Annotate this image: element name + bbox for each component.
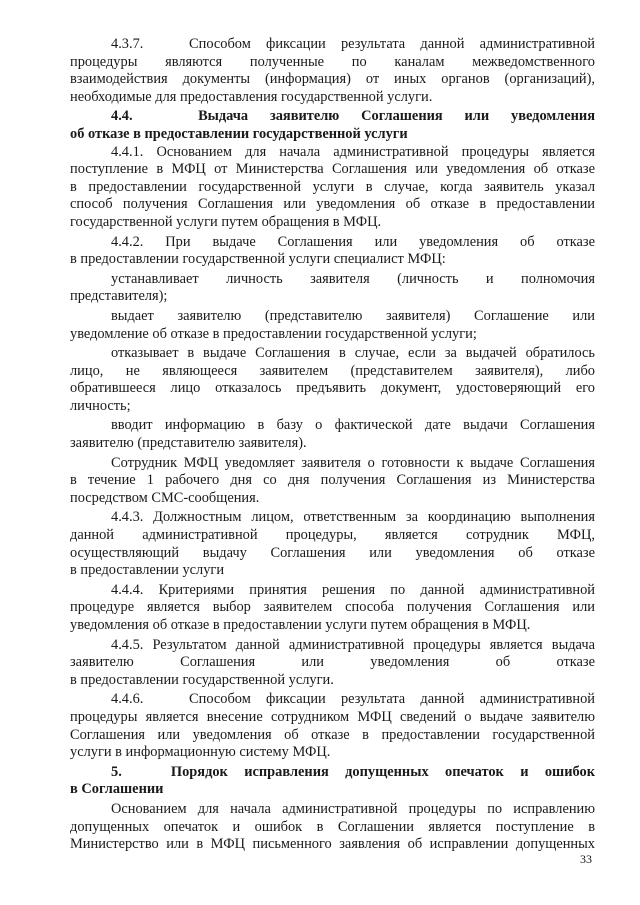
text-line: в предоставлении государственной услуги. (70, 671, 334, 688)
page-number: 33 (580, 852, 592, 866)
text-line: взаимодействия документы (информация) от иных органов (организаций), (70, 71, 595, 88)
text-line: осуществляющий выдачу Соглашения или уведомления об отказе (70, 544, 595, 561)
text-line: уведомление об отказе в предоставлении государственной услуги; (70, 325, 477, 342)
list-item-identify (70, 271, 595, 306)
text-line: обратившееся лицо отказалось предъявить документ, удостоверяющий его (70, 380, 595, 397)
text-line: государственной услуги путем обращения в МФЦ. (70, 213, 382, 230)
text-line: 4.4.2. При выдаче Соглашения или уведомления об отказе (111, 233, 595, 250)
text-line: в предоставлении государственной услуги в случае, когда заявитель указал (70, 178, 595, 195)
text-line: Соглашения или уведомления об отказе в предоставлении государственной (70, 726, 595, 743)
text-line: процедуре является выбор заявителем способа получения Соглашения или (70, 599, 595, 616)
text-line: в предоставлении услуги (70, 562, 225, 579)
paragraph-4-4-5 (70, 637, 595, 690)
text-line: допущенных опечаток и ошибок в Соглашении является поступление в (70, 818, 595, 835)
text-line: отказывает в выдаче Соглашения в случае, если за выдачей обратилось (111, 345, 595, 362)
text-line: заявителю (представителю заявителя). (70, 435, 307, 452)
text-line: процедуры являются полученные по каналам межведомственного (70, 53, 595, 70)
text-line: способ получения Соглашения или уведомления об отказе в предоставлении (70, 196, 595, 213)
text-line: выдает заявителю (представителю заявителя) Соглашение или (111, 307, 595, 324)
text-line: 4.4.3. Должностным лицом, ответственным за координацию выполнения (111, 509, 595, 526)
text-line: 4.4.1. Основанием для начала административной процедуры является (111, 143, 595, 160)
paragraph-4-4-2 (70, 234, 595, 269)
paragraph-4-4-6 (70, 691, 595, 761)
text-line: в течение 1 рабочего дня со дня получения Соглашения из Министерства (70, 472, 595, 489)
text-line: Сотрудник МФЦ уведомляет заявителя о готовности к выдаче Соглашения (111, 454, 595, 471)
list-item-record (70, 417, 595, 452)
text-line: данной административной процедуры, является сотрудник МФЦ, (70, 527, 595, 544)
text-line: об отказе в предоставлении государственной услуги (70, 125, 408, 142)
text-line: устанавливает личность заявителя (личность и полномочия (111, 270, 595, 287)
text-line: уведомления об отказе в предоставлении услуги путем обращения в МФЦ. (70, 617, 531, 633)
text-line: в Соглашении (70, 781, 164, 798)
text-line: Министерство или в МФЦ письменного заявления об исправлении допущенных (70, 836, 595, 853)
text-line: 4.4. Выдача заявителю Соглашения или уведомления (111, 108, 595, 125)
paragraph-4-4-1 (70, 144, 595, 232)
text-line: поступление в МФЦ от Министерства Соглашения или уведомления об отказе (70, 161, 595, 178)
text-line: в предоставлении государственной услуги специалист МФЦ: (70, 251, 446, 268)
text-line: заявителю Соглашения или уведомления об отказе (70, 654, 595, 671)
text-line: 4.3.7. Способом фиксации результата данной административной (111, 36, 595, 52)
paragraph-4-4-3 (70, 509, 595, 579)
paragraph-5-basis (70, 801, 595, 854)
text-line: 5. Порядок исправления допущенных опечаток и ошибок (111, 763, 595, 780)
paragraph-sms-notice (70, 455, 595, 508)
text-line: 4.4.5. Результатом данной административной процедуры является выдача (111, 636, 595, 653)
text-line: лицо, не являющееся заявителем (представителем заявителя), либо (70, 362, 595, 379)
section-heading-5 (70, 764, 595, 799)
list-item-issue (70, 308, 595, 343)
paragraph-4-4-4 (70, 582, 595, 635)
text-line: вводит информацию в базу о фактической дате выдачи Соглашения (111, 417, 595, 434)
text-line: необходимые для предоставления государственной услуги. (70, 88, 433, 105)
text-line: Основанием для начала административной процедуры по исправлению (111, 800, 595, 817)
text-line: 4.4.4. Критериями принятия решения по данной административной (111, 581, 595, 598)
document-page (70, 36, 595, 854)
text-line: посредством СМС-сообщения. (70, 489, 260, 506)
list-item-refuse (70, 345, 595, 415)
paragraph-4-3-7 (70, 36, 595, 106)
text-line: личность; (70, 397, 131, 414)
text-line: 4.4.6. Способом фиксации результата данной административной (111, 691, 595, 708)
text-line: процедуры является внесение сотрудником МФЦ сведений о выдаче заявителю (70, 708, 595, 725)
text-line: представителя); (70, 288, 168, 305)
text-line: услуги в информационную систему МФЦ. (70, 744, 331, 761)
section-heading-4-4 (70, 108, 595, 143)
